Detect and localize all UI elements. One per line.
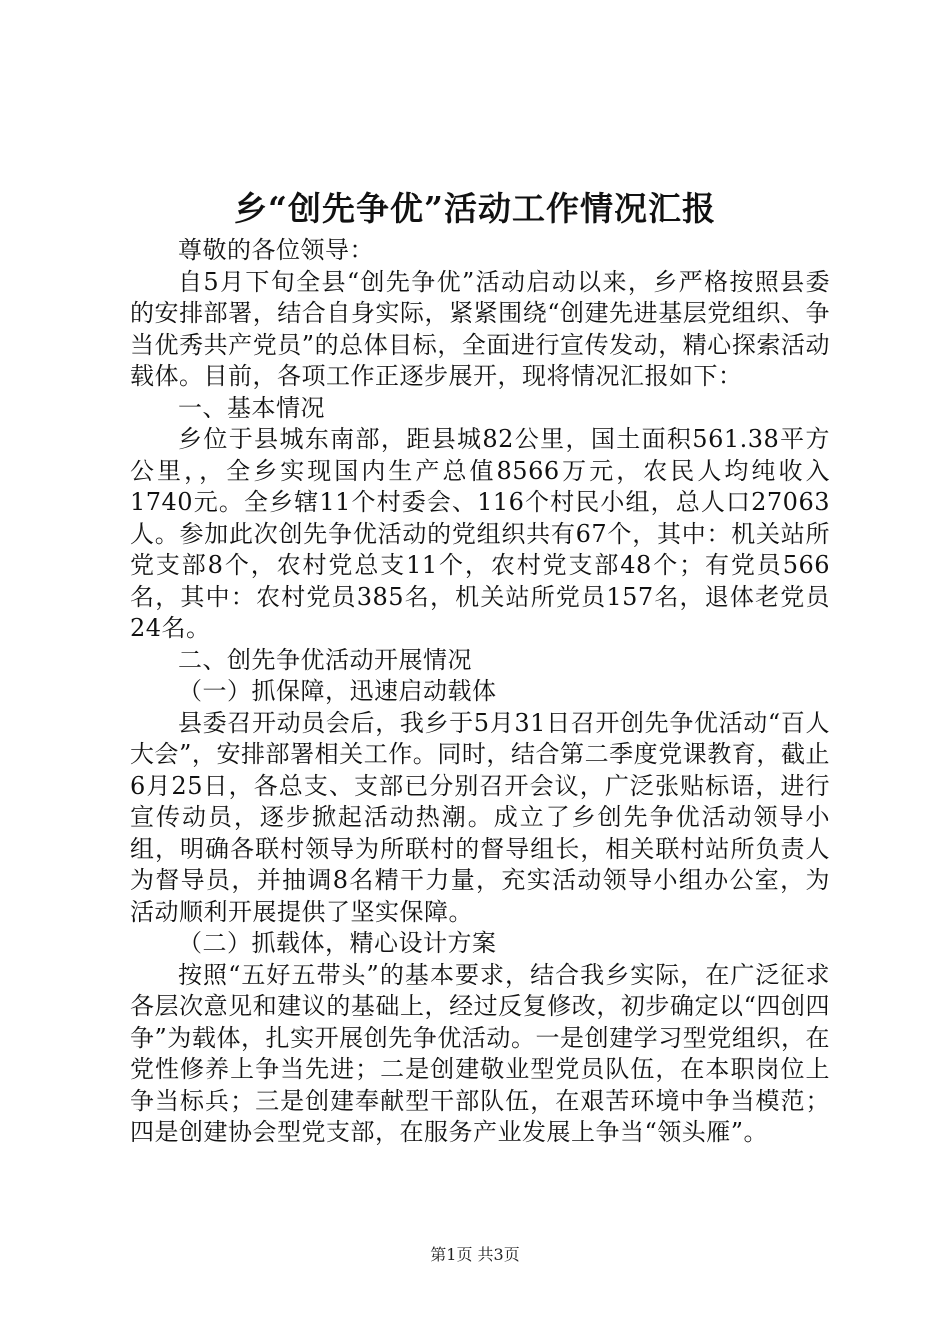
page-footer: 第1页 共3页 [430, 1245, 520, 1264]
intro-paragraph: 自5月下旬全县“创先争优”活动启动以来，乡严格按照县委的安排部署，结合自身实际，紧紧围绕“创建先进基层党组织、争当优秀共产党员”的总体目标，全面进行宣传发动，精心探索活动载体。目前，各项工作正逐步展开，现将情况汇报如下： [130, 267, 830, 390]
section-heading-activities: 二、创先争优活动开展情况 [178, 645, 472, 674]
carrier-paragraph: 按照“五好五带头”的基本要求，结合我乡实际，在广泛征求各层次意见和建议的基础上，经过反复修改，初步确定以“四创四争”为载体，扎实开展创先争优活动。一是创建学习型党组织，在党性修养上争当先进；二是创建敬业型党员队伍，在本职岗位上争当标兵；三是创建奉献型干部队伍，在艰苦环境中争当模范；四是创建协会型党支部，在服务产业发展上争当“领头雁”。 [130, 960, 830, 1146]
subsection-heading-guarantee: （一）抓保障，迅速启动载体 [178, 677, 497, 705]
subsection-heading-carrier: （二）抓载体，精心设计方案 [178, 929, 497, 957]
basic-situation-paragraph: 乡位于县城东南部，距县城82公里，国土面积561.38平方公里，，全乡实现国内生产总值8566万元，农民人均纯收入1740元。全乡辖11个村委会、116个村民小组，总人口27063人。参加此次创先争优活动的党组织共有67个，其中：机关站所党支部8个，农村党总支11个，农村党支部48个；有党员566名，其中：农村党员385名，机关站所党员157名，退体老党员24名。 [130, 425, 830, 642]
guarantee-paragraph: 县委召开动员会后，我乡于5月31日召开创先争优活动“百人大会”，安排部署相关工作。同时，结合第二季度党课教育，截止6月25日，各总支、支部已分别召开会议，广泛张贴标语，进行宣传动员，逐步掀起活动热潮。成立了乡创先争优活动领导小组，明确各联村领导为所联村的督导组长，相关联村站所负责人为督导员，并抽调8名精干力量，充实活动领导小组办公室，为活动顺利开展提供了坚实保障。 [130, 708, 830, 926]
salutation: 尊敬的各位领导： [178, 236, 374, 264]
document-title: 乡“创先争优”活动工作情况汇报 [234, 189, 716, 228]
document-body [130, 235, 830, 1149]
section-heading-basic: 一、基本情况 [178, 393, 325, 422]
